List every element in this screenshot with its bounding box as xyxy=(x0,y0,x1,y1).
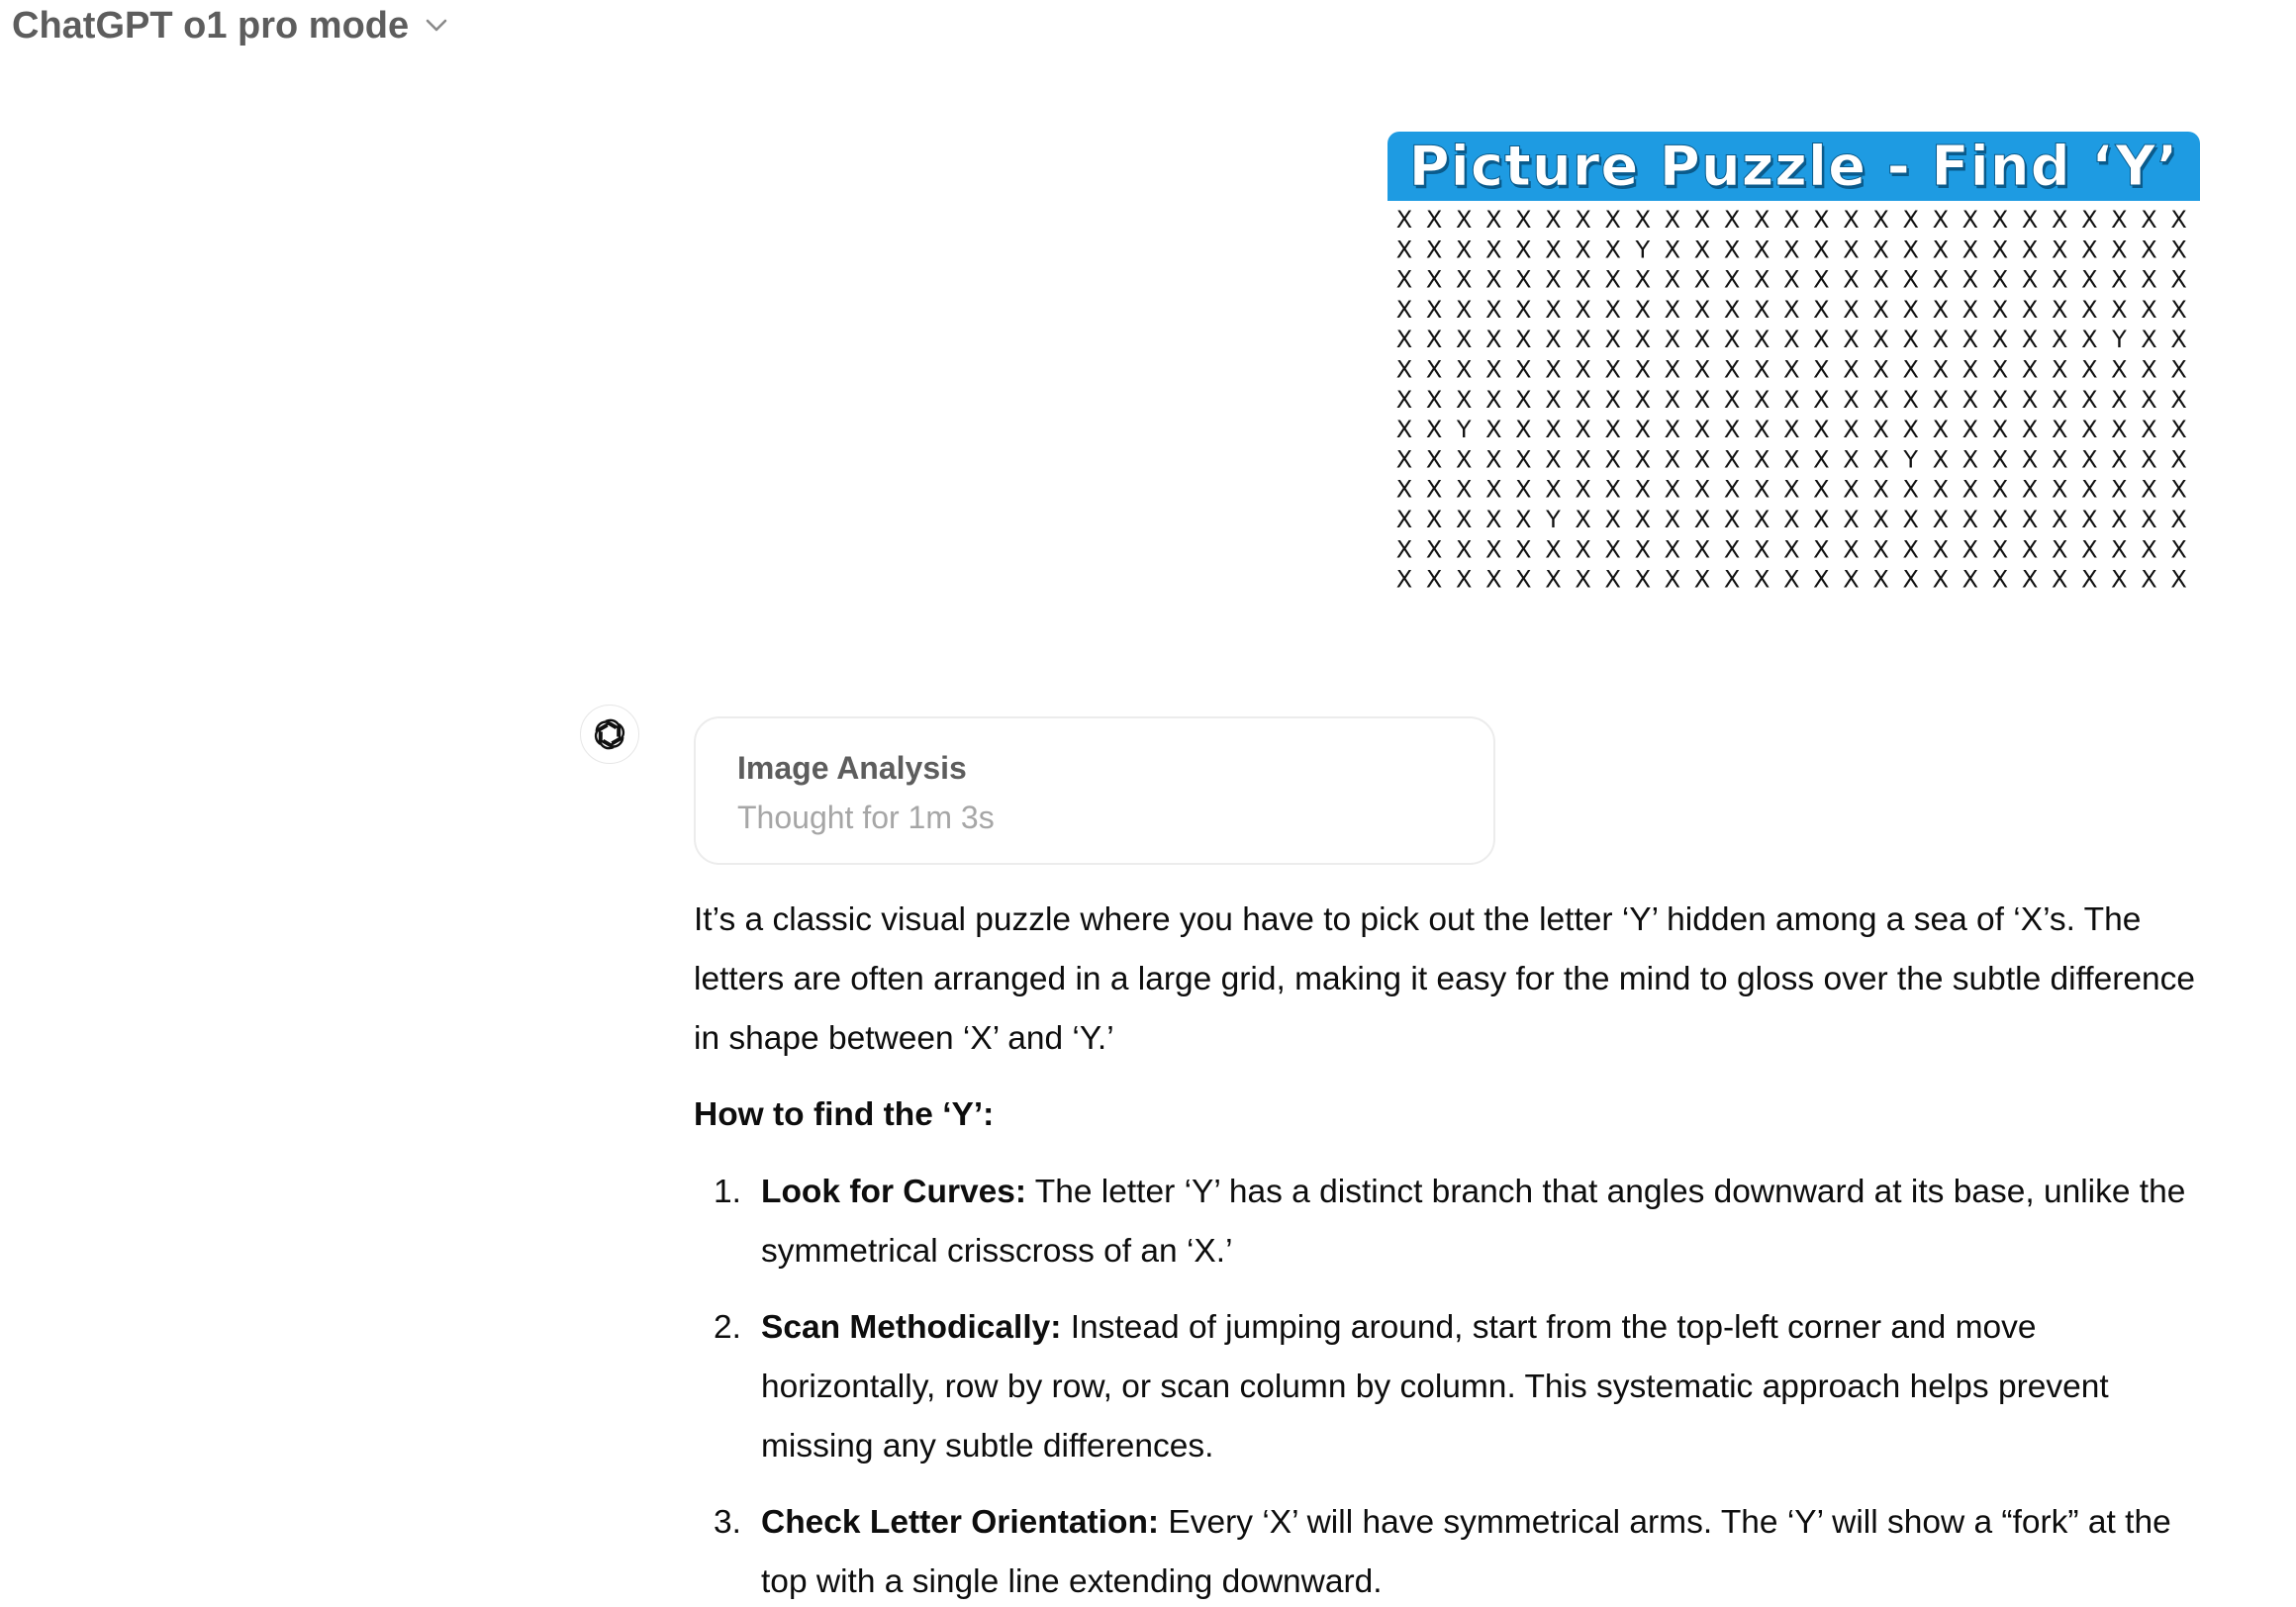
step-number: 2. xyxy=(714,1309,741,1346)
grid-row-text: X X X X X X X X X X X X X X X X X X X X X X X X Y X X xyxy=(1395,326,2187,354)
grid-row xyxy=(1396,296,2187,324)
grid-row-text: X X X X X X X X X X X X X X X X X X X X X X X X X X X xyxy=(1395,535,2187,564)
grid-row xyxy=(1396,566,2187,591)
grid-row-text: X X X X X Y X X X X X X X X X X X X X X X X X X X X X xyxy=(1395,506,2187,533)
grid-row-text: X X X X X X X X X X X X X X X X X X X X X X X X X X X xyxy=(1395,475,2187,504)
thought-summary-card[interactable] xyxy=(694,716,1495,865)
openai-logo-icon xyxy=(580,705,639,764)
thought-duration: Thought for 1m 3s xyxy=(737,800,995,835)
step-text: Instead of jumping around, start from the top-left corner and move horizontally, row by row, or scan column by column. This systematic approach helps prevent missing any subtle differences. xyxy=(761,1309,2109,1465)
grid-row xyxy=(1396,266,2187,294)
grid-row-text: X X X X X X X X X X X X X X X X X X X X X X X X X X X xyxy=(1395,565,2187,591)
grid-row-text: X X X X X X X X Y X X X X X X X X X X X X X X X X X X xyxy=(1395,236,2187,264)
grid-row-text: X X X X X X X X X X X X X X X X X X X X X X X X X X X xyxy=(1395,355,2187,384)
grid-row xyxy=(1396,356,2187,384)
list-item xyxy=(694,1298,2198,1476)
step-number: 3. xyxy=(714,1504,741,1541)
step-number: 1. xyxy=(714,1174,741,1210)
grid-row xyxy=(1396,206,2187,234)
grid-row-text: X X X X X X X X X X X X X X X X X X X X X X X X X X X xyxy=(1395,295,2187,324)
step-title: Check Letter Orientation: xyxy=(761,1504,1160,1541)
model-label: ChatGPT o1 pro mode xyxy=(12,4,410,47)
response-intro: It’s a classic visual puzzle where you have to pick out the letter ‘Y’ hidden among a sea of ‘X’s. The letters are often arranged in a large grid, making it easy for the mind to gloss over the subtle difference in shape between ‘X’ and ‘Y.’ xyxy=(694,901,2196,1057)
response-heading: How to find the ‘Y’: xyxy=(694,1096,995,1133)
steps-list xyxy=(694,1163,2198,1607)
step-title: Look for Curves: xyxy=(761,1174,1027,1210)
list-item xyxy=(694,1493,2198,1607)
grid-row xyxy=(1396,386,2187,414)
list-item xyxy=(694,1163,2198,1281)
grid-row-text: X X X X X X X X X X X X X X X X X Y X X X X X X X X X xyxy=(1395,445,2187,474)
grid-row xyxy=(1396,535,2187,563)
puzzle-title-bar xyxy=(1387,132,2200,201)
grid-row-text: X X X X X X X X X X X X X X X X X X X X X X X X X X X xyxy=(1395,385,2187,414)
grid-row xyxy=(1396,236,2187,263)
grid-row xyxy=(1396,476,2187,504)
grid-row xyxy=(1396,416,2187,443)
grid-row xyxy=(1396,506,2187,533)
model-switcher[interactable] xyxy=(12,0,450,51)
grid-row-text: X X Y X X X X X X X X X X X X X X X X X X X X X X X X xyxy=(1395,416,2187,444)
grid-row-text: X X X X X X X X X X X X X X X X X X X X X X X X X X X xyxy=(1395,265,2187,294)
user-uploaded-image[interactable] xyxy=(1387,132,2200,591)
grid-row xyxy=(1396,445,2187,473)
step-text: Every ‘X’ will have symmetrical arms. The ‘Y’ will show a “fork” at the top with a single line extending downward. xyxy=(761,1504,2171,1600)
step-text: The letter ‘Y’ has a distinct branch that angles downward at its base, unlike the symmetrical crisscross of an ‘X.’ xyxy=(761,1174,2186,1270)
puzzle-title: Picture Puzzle - Find ‘Y’ xyxy=(1408,134,2179,199)
assistant-response xyxy=(694,891,2198,1607)
chevron-down-icon xyxy=(423,12,450,40)
grid-row xyxy=(1396,326,2187,353)
letter-grid xyxy=(1387,203,2200,591)
thought-title: Image Analysis xyxy=(737,750,967,786)
grid-row-text: X X X X X X X X X X X X X X X X X X X X X X X X X X X xyxy=(1395,206,2187,234)
step-title: Scan Methodically: xyxy=(761,1309,1062,1346)
